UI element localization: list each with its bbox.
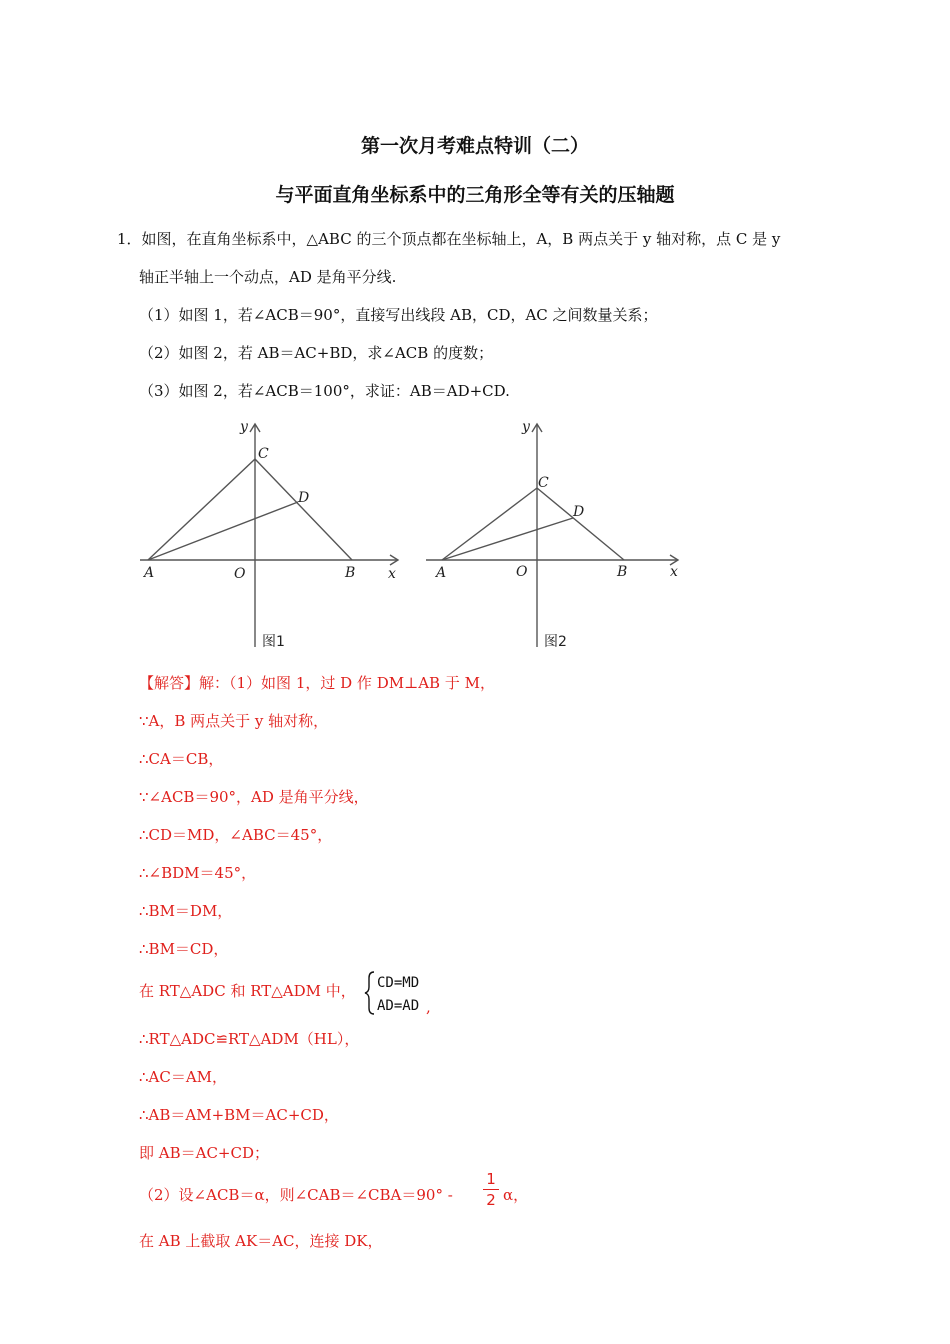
question-1: （1）如图 1，若∠ACB＝90°，直接写出线段 AB，CD，AC 之间数量关系； — [139, 306, 658, 324]
solution-tag: 【解答】 — [139, 674, 200, 692]
solution-text: 解：（1）如图 1，过 D 作 DM⊥AB 于 M， — [199, 674, 495, 692]
segment-cb — [537, 488, 624, 560]
label-d: D — [573, 504, 585, 520]
label-x: x — [670, 564, 678, 580]
label-a: A — [144, 565, 155, 581]
label-d: D — [298, 490, 310, 506]
question-2: （2）如图 2，若 AB＝AC+BD，求∠ACB 的度数； — [139, 344, 494, 362]
solution-line-3: ∴CA＝CB， — [139, 750, 224, 768]
fraction-denominator: 2 — [486, 1191, 496, 1209]
label-a: A — [436, 565, 447, 581]
label-c: C — [258, 446, 269, 462]
segment-ac — [148, 459, 255, 560]
question-3: （3）如图 2，若∠ACB＝100°，求证：AB＝AD+CD. — [139, 382, 510, 400]
solution-line-13: 即 AB＝AC+CD； — [139, 1144, 270, 1162]
fraction-one-half — [483, 1170, 499, 1209]
problem-statement-line2: 轴正半轴上一个动点，AD 是角平分线. — [139, 268, 397, 286]
equation-system — [364, 968, 444, 1018]
solution-line-9: 在 RT△ADC 和 RT△ADM 中， — [139, 982, 356, 1000]
label-x: x — [388, 566, 396, 582]
label-o: O — [516, 564, 528, 580]
solution-line-12: ∴AB＝AM+BM＝AC+CD， — [139, 1106, 339, 1124]
solution-line-11: ∴AC＝AM， — [139, 1068, 228, 1086]
solution-line-6: ∴∠BDM＝45°， — [139, 864, 257, 882]
problem-statement-line1: 1．如图，在直角坐标系中，△ABC 的三个顶点都在坐标轴上，A，B 两点关于 y 轴对称，点 C 是 y — [117, 230, 781, 248]
solution-line-10: ∴RT△ADC≌RT△ADM（HL）， — [139, 1030, 360, 1048]
page-title: 第一次月考难点特训（二） — [360, 135, 589, 157]
solution-line-14: （2）设∠ACB＝α，则∠CAB＝∠CBA＝90° - — [139, 1186, 453, 1204]
segment-ac — [442, 488, 537, 560]
solution-line-2: ∵A，B 两点关于 y 轴对称， — [139, 712, 329, 730]
solution-line-7: ∴BM＝DM， — [139, 902, 233, 920]
label-b: B — [345, 565, 356, 581]
segment-ad — [442, 518, 573, 560]
figure-1 — [130, 412, 410, 662]
label-y: y — [240, 419, 248, 435]
label-y: y — [522, 419, 530, 435]
segment-ad — [148, 502, 298, 560]
fraction-numerator: 1 — [486, 1170, 496, 1188]
segment-cb — [255, 459, 352, 560]
solution-line-5: ∴CD＝MD，∠ABC＝45°， — [139, 826, 333, 844]
system-eq-2: AD=AD — [377, 998, 420, 1014]
figure-1-caption: 图1 — [262, 634, 285, 650]
label-o: O — [234, 566, 246, 582]
solution-line-14-end: α， — [503, 1186, 529, 1204]
figure-2-caption: 图2 — [544, 634, 567, 650]
solution-line-1 — [139, 672, 495, 693]
system-comma: , — [426, 998, 431, 1016]
system-eq-1: CD=MD — [377, 975, 420, 991]
page-subtitle: 与平面直角坐标系中的三角形全等有关的压轴题 — [275, 184, 675, 206]
figure-2 — [416, 412, 696, 662]
solution-line-15: 在 AB 上截取 AK＝AC，连接 DK， — [139, 1232, 383, 1250]
label-c: C — [538, 475, 549, 491]
solution-line-8: ∴BM＝CD， — [139, 940, 229, 958]
fraction-bar — [483, 1189, 499, 1190]
left-brace-icon — [365, 972, 374, 1014]
solution-line-4: ∵∠ACB＝90°，AD 是角平分线， — [139, 788, 369, 806]
label-b: B — [617, 564, 628, 580]
